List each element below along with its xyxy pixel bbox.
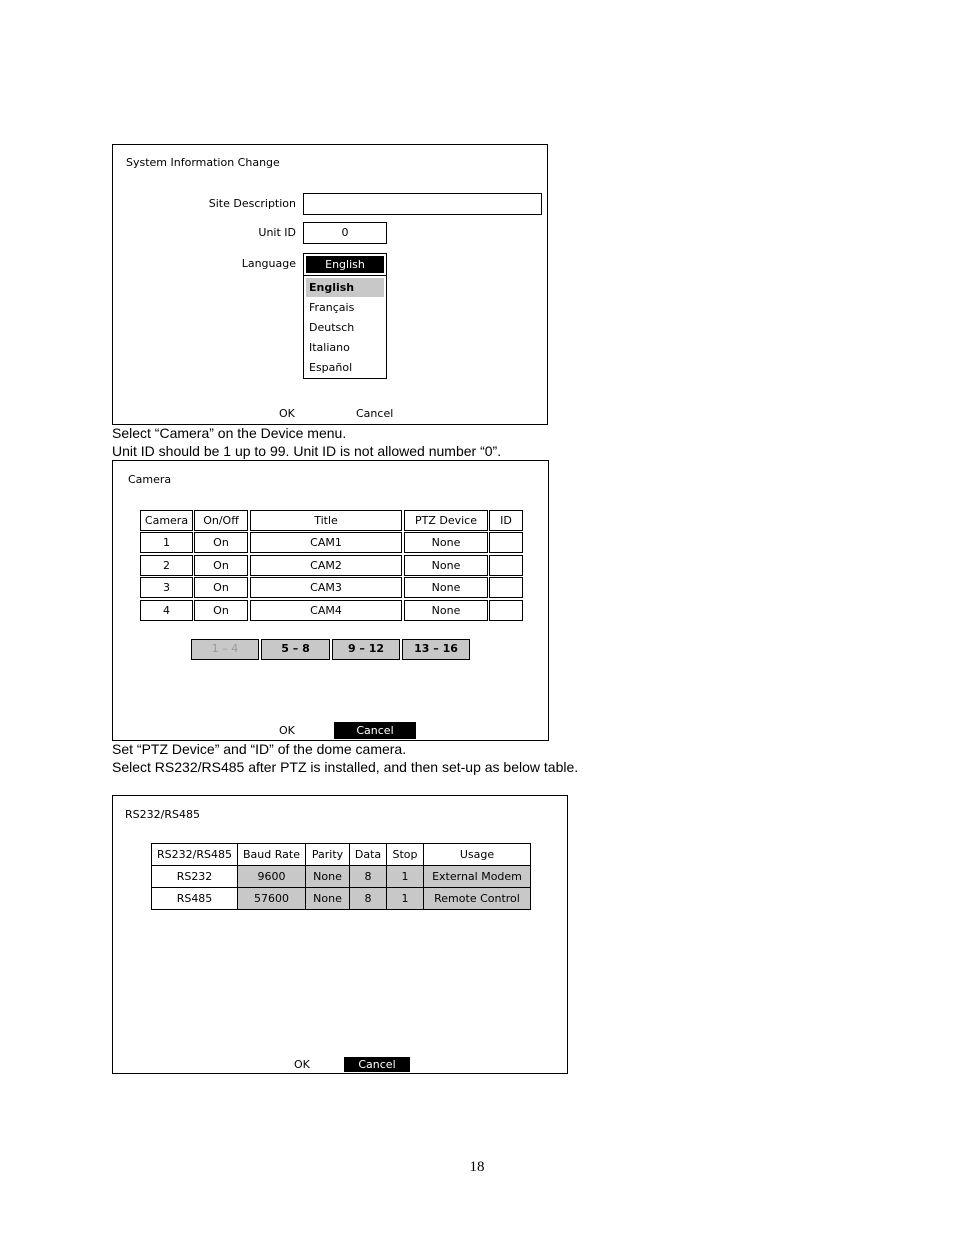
ok-button[interactable]: OK bbox=[279, 724, 295, 737]
header-title: Title bbox=[250, 510, 402, 531]
cell-ptz-device[interactable]: None bbox=[404, 600, 488, 621]
language-option-english[interactable] bbox=[306, 278, 384, 297]
site-description-label: Site Description bbox=[208, 197, 296, 210]
cell-port: RS232 bbox=[151, 865, 238, 888]
page-button-9-12[interactable]: 9 – 12 bbox=[332, 639, 400, 660]
language-option-label: English bbox=[309, 281, 355, 294]
header-baud-rate: Baud Rate bbox=[237, 843, 306, 866]
dialog-title: System Information Change bbox=[126, 156, 280, 169]
header-camera: Camera bbox=[140, 510, 193, 531]
page-button-1-4: 1 – 4 bbox=[191, 639, 259, 660]
cell-camera: 3 bbox=[140, 577, 193, 598]
cell-camera: 1 bbox=[140, 532, 193, 553]
header-id: ID bbox=[489, 510, 523, 531]
unit-id-input[interactable]: 0 bbox=[303, 222, 387, 244]
cell-usage[interactable]: External Modem bbox=[423, 865, 531, 888]
cell-usage[interactable]: Remote Control bbox=[423, 887, 531, 910]
dialog-title: Camera bbox=[128, 473, 172, 486]
cell-port: RS485 bbox=[151, 887, 238, 910]
cell-onoff[interactable]: On bbox=[194, 577, 248, 598]
language-option-label: Deutsch bbox=[309, 321, 355, 334]
cell-title[interactable]: CAM2 bbox=[250, 555, 402, 576]
language-label: Language bbox=[241, 257, 296, 270]
cell-id[interactable] bbox=[489, 555, 523, 576]
language-option-label: Español bbox=[309, 361, 353, 374]
header-ptz-device: PTZ Device bbox=[404, 510, 488, 531]
unit-id-label: Unit ID bbox=[258, 226, 296, 239]
cell-id[interactable] bbox=[489, 532, 523, 553]
language-option-label: Français bbox=[309, 301, 355, 314]
cancel-button[interactable]: Cancel bbox=[356, 407, 394, 420]
cell-camera: 2 bbox=[140, 555, 193, 576]
cell-ptz-device[interactable]: None bbox=[404, 555, 488, 576]
cell-data[interactable]: 8 bbox=[349, 865, 387, 888]
cell-title[interactable]: CAM1 bbox=[250, 532, 402, 553]
cell-onoff[interactable]: On bbox=[194, 532, 248, 553]
cell-data[interactable]: 8 bbox=[349, 887, 387, 910]
cell-parity[interactable]: None bbox=[305, 887, 350, 910]
cell-stop[interactable]: 1 bbox=[386, 865, 424, 888]
caption-line: Unit ID should be 1 up to 99. Unit ID is not allowed number “0”. bbox=[112, 443, 502, 459]
cell-title[interactable]: CAM3 bbox=[250, 577, 402, 598]
cell-stop[interactable]: 1 bbox=[386, 887, 424, 910]
header-parity: Parity bbox=[305, 843, 350, 866]
language-option-francais[interactable] bbox=[309, 298, 354, 317]
language-dropdown[interactable] bbox=[303, 253, 387, 379]
page-button-5-8[interactable]: 5 – 8 bbox=[261, 639, 330, 660]
language-option-italiano[interactable] bbox=[309, 338, 350, 357]
language-option-label: Italiano bbox=[309, 341, 350, 354]
camera-dialog bbox=[112, 460, 549, 741]
ok-button[interactable]: OK bbox=[294, 1058, 310, 1071]
caption-line: Select RS232/RS485 after PTZ is installed, and then set-up as below table. bbox=[112, 759, 579, 775]
header-rs232-rs485: RS232/RS485 bbox=[151, 843, 238, 866]
page-button-13-16[interactable]: 13 – 16 bbox=[402, 639, 470, 660]
language-selected-value[interactable]: English bbox=[306, 256, 384, 273]
system-info-dialog bbox=[112, 144, 548, 425]
header-usage: Usage bbox=[423, 843, 531, 866]
cell-parity[interactable]: None bbox=[305, 865, 350, 888]
cell-camera: 4 bbox=[140, 600, 193, 621]
cell-baud-rate[interactable]: 57600 bbox=[237, 887, 306, 910]
site-description-input[interactable] bbox=[303, 193, 542, 215]
header-onoff: On/Off bbox=[194, 510, 248, 531]
page-number: 18 bbox=[469, 1159, 485, 1175]
ok-button[interactable]: OK bbox=[279, 407, 295, 420]
caption-line: Select “Camera” on the Device menu. bbox=[112, 425, 347, 441]
cell-title[interactable]: CAM4 bbox=[250, 600, 402, 621]
caption-line: Set “PTZ Device” and “ID” of the dome camera. bbox=[112, 741, 407, 757]
language-option-espanol[interactable] bbox=[309, 358, 352, 377]
dropdown-divider bbox=[304, 275, 386, 276]
cell-onoff[interactable]: On bbox=[194, 600, 248, 621]
dialog-title: RS232/RS485 bbox=[125, 808, 200, 821]
cell-id[interactable] bbox=[489, 600, 523, 621]
cell-baud-rate[interactable]: 9600 bbox=[237, 865, 306, 888]
cell-onoff[interactable]: On bbox=[194, 555, 248, 576]
header-data: Data bbox=[349, 843, 387, 866]
language-option-deutsch[interactable] bbox=[309, 318, 354, 337]
rs232-rs485-dialog bbox=[112, 795, 568, 1074]
header-stop: Stop bbox=[386, 843, 424, 866]
cancel-button[interactable]: Cancel bbox=[334, 722, 416, 739]
cancel-button[interactable]: Cancel bbox=[344, 1057, 410, 1072]
cell-id[interactable] bbox=[489, 577, 523, 598]
cell-ptz-device[interactable]: None bbox=[404, 577, 488, 598]
cell-ptz-device[interactable]: None bbox=[404, 532, 488, 553]
